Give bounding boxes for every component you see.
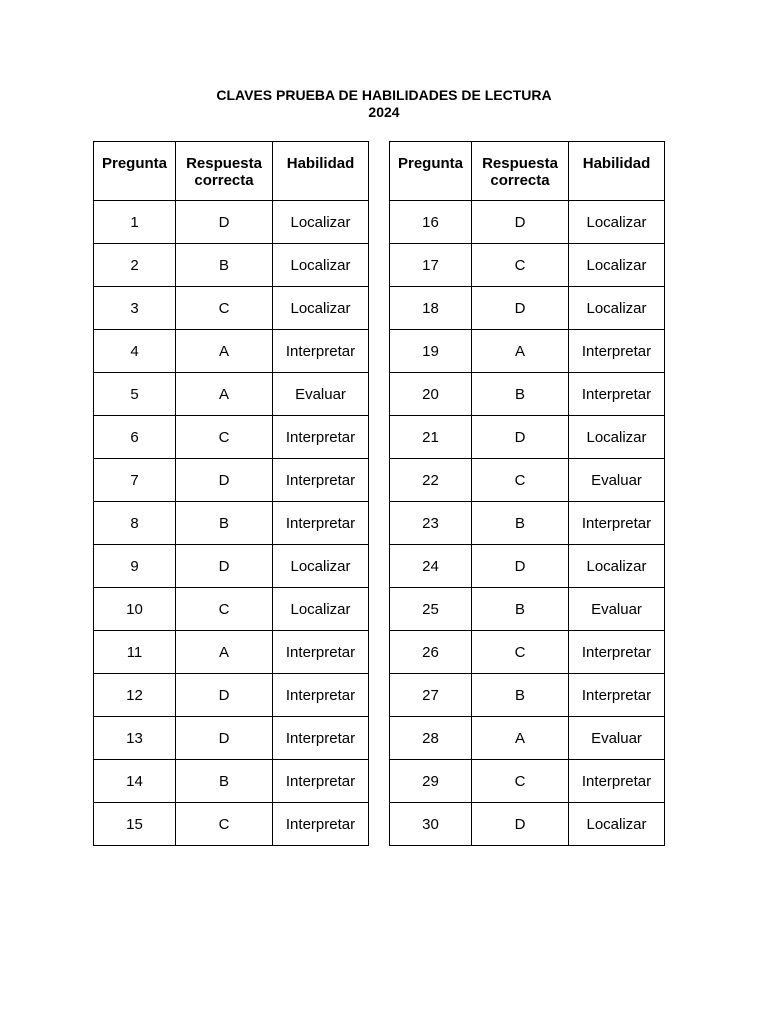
cell-pregunta: 12: [94, 674, 176, 717]
cell-respuesta: B: [472, 588, 569, 631]
cell-habilidad: Interpretar: [569, 330, 665, 373]
cell-habilidad: Interpretar: [273, 502, 369, 545]
answer-key-table-right: [389, 141, 665, 846]
table-row: [94, 201, 369, 244]
cell-habilidad: Localizar: [569, 287, 665, 330]
cell-respuesta: B: [472, 674, 569, 717]
header-habilidad: Habilidad: [273, 142, 369, 201]
cell-pregunta: 5: [94, 373, 176, 416]
cell-habilidad: Interpretar: [273, 803, 369, 846]
table-row: [390, 717, 665, 760]
table-row: [390, 760, 665, 803]
table-row: [94, 459, 369, 502]
header-respuesta-correcta: [472, 142, 569, 201]
header-respuesta-line2: correcta: [490, 172, 550, 189]
header-respuesta-line1: Respuesta: [482, 155, 558, 172]
cell-respuesta: A: [472, 717, 569, 760]
cell-respuesta: A: [176, 373, 273, 416]
document-title: [0, 87, 768, 121]
cell-pregunta: 13: [94, 717, 176, 760]
cell-respuesta: D: [472, 545, 569, 588]
cell-habilidad: Localizar: [569, 201, 665, 244]
cell-pregunta: 16: [390, 201, 472, 244]
cell-pregunta: 24: [390, 545, 472, 588]
cell-respuesta: B: [176, 244, 273, 287]
cell-pregunta: 28: [390, 717, 472, 760]
table-row: [94, 416, 369, 459]
cell-respuesta: C: [176, 416, 273, 459]
cell-pregunta: 19: [390, 330, 472, 373]
cell-habilidad: Interpretar: [569, 502, 665, 545]
header-respuesta-correcta: [176, 142, 273, 201]
header-habilidad: Habilidad: [569, 142, 665, 201]
cell-habilidad: Localizar: [273, 201, 369, 244]
cell-pregunta: 1: [94, 201, 176, 244]
cell-respuesta: C: [176, 588, 273, 631]
cell-respuesta: D: [176, 717, 273, 760]
cell-habilidad: Evaluar: [569, 588, 665, 631]
cell-pregunta: 21: [390, 416, 472, 459]
table-row: [390, 502, 665, 545]
cell-pregunta: 25: [390, 588, 472, 631]
header-pregunta: Pregunta: [94, 142, 176, 201]
cell-pregunta: 23: [390, 502, 472, 545]
cell-pregunta: 26: [390, 631, 472, 674]
table-row: [390, 631, 665, 674]
table-row: [94, 545, 369, 588]
cell-pregunta: 20: [390, 373, 472, 416]
title-line-2: 2024: [368, 104, 400, 120]
cell-respuesta: A: [472, 330, 569, 373]
cell-respuesta: A: [176, 330, 273, 373]
cell-respuesta: D: [472, 416, 569, 459]
cell-habilidad: Evaluar: [273, 373, 369, 416]
table-row: [390, 373, 665, 416]
cell-habilidad: Interpretar: [273, 760, 369, 803]
cell-pregunta: 27: [390, 674, 472, 717]
cell-respuesta: D: [176, 545, 273, 588]
cell-pregunta: 18: [390, 287, 472, 330]
cell-pregunta: 15: [94, 803, 176, 846]
title-line-1: CLAVES PRUEBA DE HABILIDADES DE LECTURA: [216, 87, 552, 103]
cell-pregunta: 9: [94, 545, 176, 588]
cell-habilidad: Interpretar: [569, 373, 665, 416]
cell-respuesta: D: [472, 287, 569, 330]
table-row: [94, 373, 369, 416]
cell-pregunta: 30: [390, 803, 472, 846]
table-row: [94, 502, 369, 545]
cell-respuesta: C: [472, 244, 569, 287]
cell-respuesta: C: [472, 459, 569, 502]
cell-pregunta: 7: [94, 459, 176, 502]
table-row: [94, 588, 369, 631]
header-row: [390, 142, 665, 201]
table-row: [390, 459, 665, 502]
cell-habilidad: Localizar: [569, 545, 665, 588]
cell-habilidad: Interpretar: [569, 674, 665, 717]
cell-respuesta: D: [472, 201, 569, 244]
cell-habilidad: Interpretar: [273, 631, 369, 674]
cell-respuesta: C: [472, 631, 569, 674]
header-respuesta-line1: Respuesta: [186, 155, 262, 172]
header-respuesta-line2: correcta: [194, 172, 254, 189]
cell-pregunta: 11: [94, 631, 176, 674]
table-row: [390, 588, 665, 631]
cell-respuesta: A: [176, 631, 273, 674]
table-row: [94, 287, 369, 330]
cell-respuesta: B: [176, 760, 273, 803]
cell-pregunta: 29: [390, 760, 472, 803]
header-pregunta: Pregunta: [390, 142, 472, 201]
table-row: [390, 803, 665, 846]
cell-respuesta: B: [176, 502, 273, 545]
cell-habilidad: Interpretar: [273, 674, 369, 717]
table-body-left: [94, 201, 369, 846]
table-row: [94, 244, 369, 287]
cell-pregunta: 2: [94, 244, 176, 287]
table-row: [390, 416, 665, 459]
table-row: [94, 674, 369, 717]
cell-respuesta: D: [176, 459, 273, 502]
cell-habilidad: Localizar: [569, 416, 665, 459]
cell-pregunta: 14: [94, 760, 176, 803]
cell-pregunta: 10: [94, 588, 176, 631]
table-row: [390, 674, 665, 717]
table-row: [94, 803, 369, 846]
table-row: [390, 330, 665, 373]
cell-respuesta: C: [472, 760, 569, 803]
cell-habilidad: Localizar: [569, 244, 665, 287]
header-row: [94, 142, 369, 201]
cell-pregunta: 22: [390, 459, 472, 502]
cell-habilidad: Interpretar: [273, 459, 369, 502]
cell-habilidad: Localizar: [273, 287, 369, 330]
cell-habilidad: Localizar: [569, 803, 665, 846]
cell-respuesta: D: [176, 674, 273, 717]
table-row: [390, 201, 665, 244]
cell-pregunta: 3: [94, 287, 176, 330]
table-row: [94, 717, 369, 760]
answer-key-table-left: [93, 141, 369, 846]
cell-respuesta: D: [472, 803, 569, 846]
cell-habilidad: Interpretar: [569, 760, 665, 803]
table-row: [94, 631, 369, 674]
cell-habilidad: Localizar: [273, 545, 369, 588]
table-row: [390, 545, 665, 588]
cell-pregunta: 6: [94, 416, 176, 459]
table-body-right: [390, 201, 665, 846]
table-row: [94, 760, 369, 803]
cell-habilidad: Evaluar: [569, 459, 665, 502]
cell-habilidad: Interpretar: [273, 330, 369, 373]
cell-respuesta: B: [472, 373, 569, 416]
cell-respuesta: C: [176, 803, 273, 846]
cell-habilidad: Interpretar: [569, 631, 665, 674]
cell-respuesta: C: [176, 287, 273, 330]
cell-habilidad: Localizar: [273, 244, 369, 287]
cell-respuesta: B: [472, 502, 569, 545]
table-row: [94, 330, 369, 373]
cell-habilidad: Evaluar: [569, 717, 665, 760]
cell-habilidad: Localizar: [273, 588, 369, 631]
table-row: [390, 244, 665, 287]
cell-habilidad: Interpretar: [273, 416, 369, 459]
cell-habilidad: Interpretar: [273, 717, 369, 760]
cell-respuesta: D: [176, 201, 273, 244]
cell-pregunta: 8: [94, 502, 176, 545]
cell-pregunta: 17: [390, 244, 472, 287]
cell-pregunta: 4: [94, 330, 176, 373]
table-row: [390, 287, 665, 330]
